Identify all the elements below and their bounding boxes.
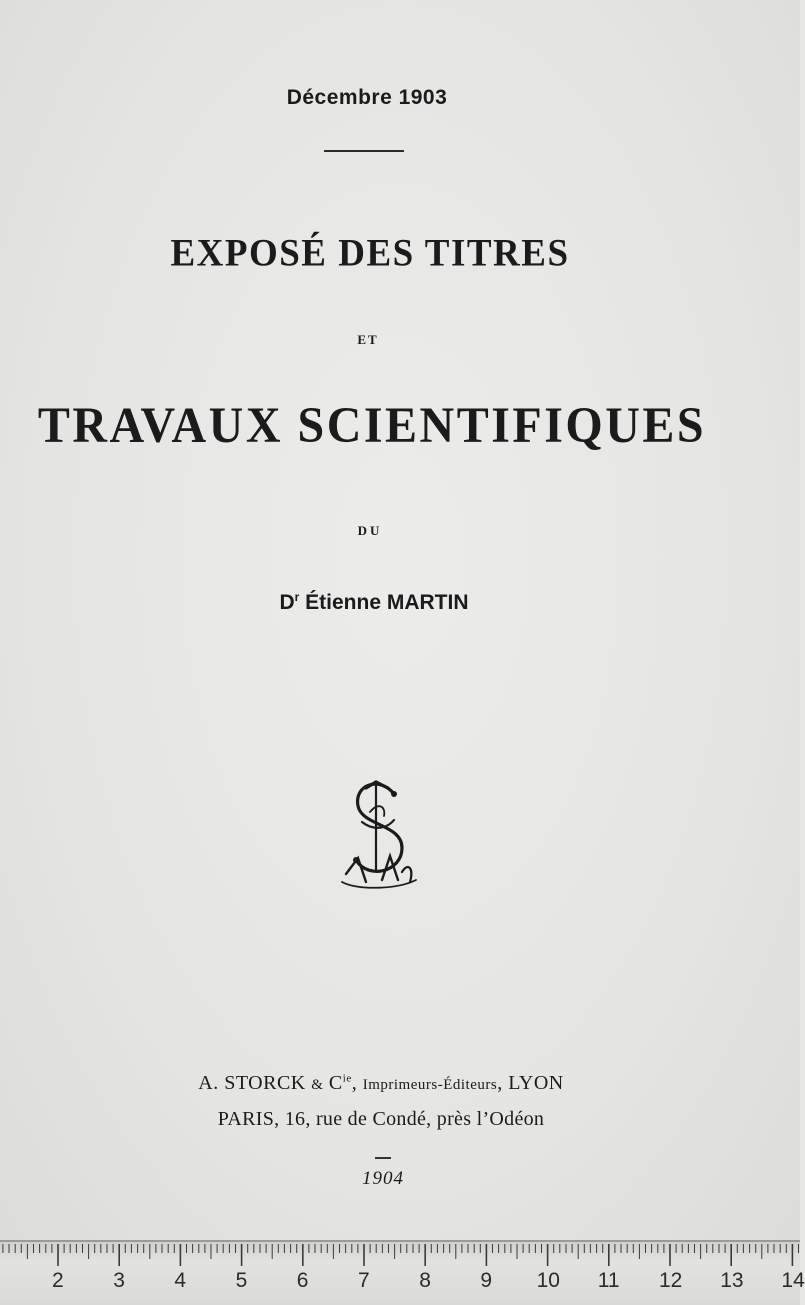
title-line-2: TRAVAUX SCIENTIFIQUES (37, 397, 707, 454)
publisher-address: , rue de Condé, près l’Odéon (305, 1108, 545, 1130)
document-date: Décembre 1903 (286, 86, 448, 109)
ruler-number: 4 (174, 1269, 187, 1292)
ruler-number: 3 (113, 1269, 125, 1292)
author-prefix-sup: r (294, 590, 300, 604)
publisher-comma: , (351, 1072, 363, 1094)
ruler-number: 2 (52, 1269, 64, 1292)
ruler-number: 8 (419, 1269, 431, 1292)
measuring-ruler (0, 1240, 805, 1305)
publisher-paris: PARIS, (217, 1108, 285, 1130)
publisher-city: , LYON (497, 1072, 564, 1094)
year-dash (375, 1157, 391, 1159)
ruler-number: 9 (480, 1269, 493, 1292)
ruler-number: 11 (597, 1269, 620, 1292)
publication-year: 1904 (362, 1168, 404, 1189)
publisher-line-1 (0, 1072, 781, 1095)
ruler-number: 7 (358, 1269, 370, 1292)
author-name (0, 590, 774, 615)
publisher-name: A. STORCK (198, 1072, 312, 1094)
ruler-number: 10 (536, 1269, 560, 1292)
publisher-ampersand: & (311, 1077, 324, 1093)
publisher-monogram (336, 772, 420, 892)
publisher-line-2 (0, 1108, 781, 1131)
title-preposition: DU (357, 523, 383, 538)
publisher-street-number: 16 (284, 1108, 306, 1130)
author-prefix: D (279, 591, 295, 614)
title-line-1: EXPOSÉ DES TITRES (170, 231, 570, 276)
ruler-number: 13 (720, 1269, 744, 1292)
separator-rule (324, 150, 404, 152)
ruler-number: 6 (296, 1269, 309, 1292)
publisher-company: C (323, 1072, 343, 1094)
publisher-company-sup: ie (342, 1072, 352, 1085)
author-fullname: Étienne MARTIN (299, 591, 469, 614)
ruler-number: 14 (781, 1269, 805, 1292)
publisher-role: Imprimeurs-Éditeurs (362, 1077, 498, 1093)
title-conjunction: ET (357, 332, 379, 347)
ruler-number: 12 (659, 1269, 683, 1292)
ruler-number: 5 (235, 1269, 248, 1292)
